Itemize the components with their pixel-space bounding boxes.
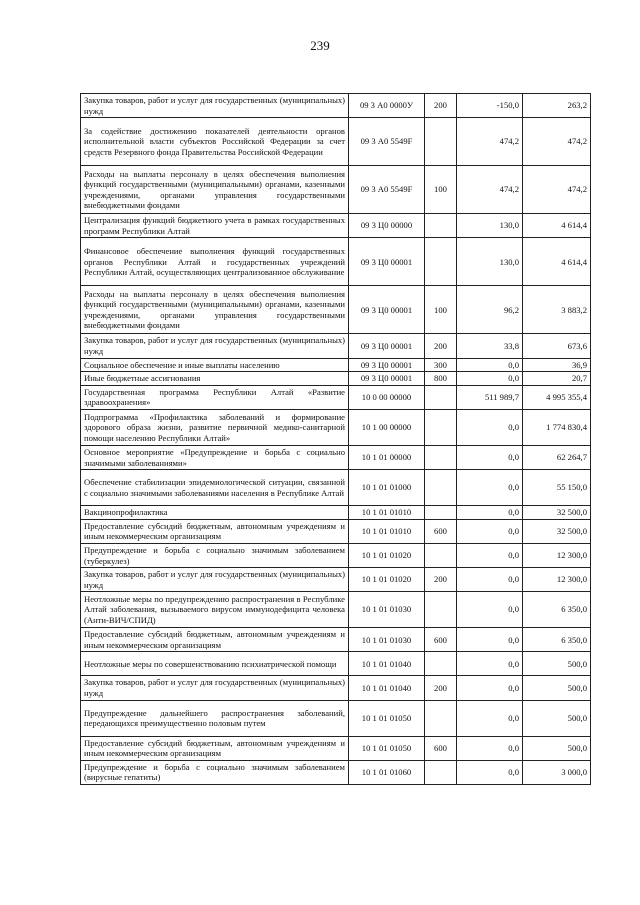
row-name: Обеспечение стабилизации эпидемиологической ситуации, связанной с социально значимыми заболеваниями населения в Республике Алтай xyxy=(81,470,349,506)
row-name: Предоставление субсидий бюджетным, автономным учреждениям и иным некоммерческим организациям xyxy=(81,519,349,543)
row-amount-1: 0,0 xyxy=(457,372,523,386)
row-name: Расходы на выплаты персоналу в целях обеспечения выполнения функций государственными (муниципальными) органами, казенными учреждениями, органами управления государственными внебюджетными фондами xyxy=(81,286,349,334)
row-name: Социальное обеспечение и иные выплаты населению xyxy=(81,358,349,372)
row-expense-type xyxy=(425,506,457,520)
row-amount-1: 0,0 xyxy=(457,760,523,784)
row-name: Неотложные меры по совершенствованию психиатрической помощи xyxy=(81,652,349,676)
row-expense-type: 200 xyxy=(425,334,457,358)
row-expense-type: 200 xyxy=(425,94,457,118)
row-amount-1: 474,2 xyxy=(457,118,523,166)
table-row xyxy=(81,760,591,784)
row-expense-type: 800 xyxy=(425,372,457,386)
row-name: Иные бюджетные ассигнования xyxy=(81,372,349,386)
row-expense-type xyxy=(425,445,457,469)
row-expense-type: 200 xyxy=(425,676,457,700)
row-amount-1: 96,2 xyxy=(457,286,523,334)
row-amount-1: -150,0 xyxy=(457,94,523,118)
row-expense-type: 600 xyxy=(425,628,457,652)
row-amount-1: 0,0 xyxy=(457,676,523,700)
row-name: Закупка товаров, работ и услуг для государственных (муниципальных) нужд xyxy=(81,568,349,592)
row-expense-type xyxy=(425,543,457,567)
row-amount-2: 4 614,4 xyxy=(523,214,591,238)
row-expense-type xyxy=(425,652,457,676)
row-expense-type xyxy=(425,385,457,409)
table-row xyxy=(81,166,591,214)
row-amount-2: 20,7 xyxy=(523,372,591,386)
row-code: 10 1 01 01020 xyxy=(349,568,425,592)
row-code: 10 1 01 01010 xyxy=(349,519,425,543)
row-code: 09 3 А0 0000У xyxy=(349,94,425,118)
row-name: Предупреждение дальнейшего распространения заболеваний, передающихся преимущественно половым путем xyxy=(81,700,349,736)
row-code: 09 3 А0 5549F xyxy=(349,118,425,166)
row-code: 10 1 01 01050 xyxy=(349,700,425,736)
row-code: 10 1 00 00000 xyxy=(349,409,425,445)
row-expense-type xyxy=(425,409,457,445)
row-amount-1: 0,0 xyxy=(457,409,523,445)
row-code: 10 1 01 01010 xyxy=(349,506,425,520)
table-row xyxy=(81,445,591,469)
row-name: Основное мероприятие «Предупреждение и борьба с социально значимыми заболеваниями» xyxy=(81,445,349,469)
row-name: Предупреждение и борьба с социально значимым заболеванием (вирусные гепатиты) xyxy=(81,760,349,784)
row-amount-1: 511 989,7 xyxy=(457,385,523,409)
row-amount-1: 0,0 xyxy=(457,543,523,567)
table-row xyxy=(81,628,591,652)
row-amount-1: 33,8 xyxy=(457,334,523,358)
table-row xyxy=(81,568,591,592)
row-code: 10 1 01 01030 xyxy=(349,628,425,652)
row-amount-2: 12 300,0 xyxy=(523,543,591,567)
row-expense-type: 100 xyxy=(425,286,457,334)
row-expense-type xyxy=(425,470,457,506)
row-code: 10 1 01 01030 xyxy=(349,592,425,628)
row-name: Подпрограмма «Профилактика заболеваний и формирование здорового образа жизни, развитие первичной медико-санитарной помощи населению Республики Алтай» xyxy=(81,409,349,445)
row-name: Вакцинопрофилактика xyxy=(81,506,349,520)
row-name: Закупка товаров, работ и услуг для государственных (муниципальных) нужд xyxy=(81,94,349,118)
row-expense-type xyxy=(425,760,457,784)
row-name: Предупреждение и борьба с социально значимым заболеванием (туберкулез) xyxy=(81,543,349,567)
row-amount-2: 500,0 xyxy=(523,676,591,700)
row-expense-type: 600 xyxy=(425,736,457,760)
row-amount-2: 3 000,0 xyxy=(523,760,591,784)
row-code: 09 3 Ц0 00001 xyxy=(349,358,425,372)
row-amount-2: 55 150,0 xyxy=(523,470,591,506)
row-code: 09 3 Ц0 00001 xyxy=(349,372,425,386)
row-amount-1: 0,0 xyxy=(457,700,523,736)
table-row xyxy=(81,409,591,445)
row-name: Государственная программа Республики Алтай «Развитие здравоохранения» xyxy=(81,385,349,409)
table-row xyxy=(81,286,591,334)
row-code: 10 1 01 01040 xyxy=(349,652,425,676)
row-amount-2: 263,2 xyxy=(523,94,591,118)
table-row xyxy=(81,543,591,567)
row-name: Расходы на выплаты персоналу в целях обеспечения выполнения функций государственными (муниципальными) органами, казенными учреждениями, органами управления государственными внебюджетными фондами xyxy=(81,166,349,214)
row-amount-1: 0,0 xyxy=(457,358,523,372)
row-code: 10 1 01 01040 xyxy=(349,676,425,700)
row-amount-2: 6 350,0 xyxy=(523,592,591,628)
row-code: 09 3 Ц0 00001 xyxy=(349,238,425,286)
row-name: За содействие достижению показателей деятельности органов исполнительной власти субъектов Российской Федерации за счет средств Резервного фонда Правительства Российской Федерации xyxy=(81,118,349,166)
row-expense-type xyxy=(425,238,457,286)
row-amount-2: 1 774 830,4 xyxy=(523,409,591,445)
row-amount-2: 4 995 355,4 xyxy=(523,385,591,409)
row-amount-2: 62 264,7 xyxy=(523,445,591,469)
row-expense-type: 100 xyxy=(425,166,457,214)
table-row xyxy=(81,652,591,676)
row-expense-type xyxy=(425,118,457,166)
table-row xyxy=(81,592,591,628)
row-expense-type xyxy=(425,700,457,736)
row-name: Закупка товаров, работ и услуг для государственных (муниципальных) нужд xyxy=(81,676,349,700)
row-code: 09 3 Ц0 00001 xyxy=(349,286,425,334)
budget-table-body xyxy=(81,94,591,785)
row-amount-1: 130,0 xyxy=(457,214,523,238)
row-amount-2: 474,2 xyxy=(523,166,591,214)
row-amount-2: 4 614,4 xyxy=(523,238,591,286)
row-amount-1: 0,0 xyxy=(457,470,523,506)
row-code: 10 0 00 00000 xyxy=(349,385,425,409)
row-amount-2: 673,6 xyxy=(523,334,591,358)
row-amount-2: 500,0 xyxy=(523,652,591,676)
row-expense-type xyxy=(425,592,457,628)
table-row xyxy=(81,358,591,372)
page-number: 239 xyxy=(310,38,330,53)
table-row xyxy=(81,238,591,286)
row-amount-1: 0,0 xyxy=(457,519,523,543)
row-code: 10 1 01 01060 xyxy=(349,760,425,784)
row-amount-1: 0,0 xyxy=(457,628,523,652)
row-amount-2: 36,9 xyxy=(523,358,591,372)
table-row xyxy=(81,118,591,166)
row-amount-2: 12 300,0 xyxy=(523,568,591,592)
row-amount-2: 500,0 xyxy=(523,700,591,736)
row-expense-type: 300 xyxy=(425,358,457,372)
table-row xyxy=(81,334,591,358)
row-code: 09 3 Ц0 00001 xyxy=(349,334,425,358)
row-amount-1: 474,2 xyxy=(457,166,523,214)
row-code: 10 1 01 01020 xyxy=(349,543,425,567)
table-row xyxy=(81,506,591,520)
row-amount-2: 32 500,0 xyxy=(523,519,591,543)
row-amount-1: 0,0 xyxy=(457,506,523,520)
row-amount-1: 0,0 xyxy=(457,445,523,469)
table-row xyxy=(81,676,591,700)
row-amount-2: 6 350,0 xyxy=(523,628,591,652)
row-code: 10 1 01 01050 xyxy=(349,736,425,760)
row-amount-1: 0,0 xyxy=(457,652,523,676)
table-row xyxy=(81,94,591,118)
row-amount-1: 0,0 xyxy=(457,736,523,760)
table-row xyxy=(81,214,591,238)
table-row xyxy=(81,700,591,736)
row-code: 09 3 Ц0 00000 xyxy=(349,214,425,238)
row-amount-2: 3 883,2 xyxy=(523,286,591,334)
row-expense-type: 600 xyxy=(425,519,457,543)
row-amount-1: 0,0 xyxy=(457,568,523,592)
table-row xyxy=(81,736,591,760)
table-row xyxy=(81,519,591,543)
budget-table xyxy=(80,93,591,785)
row-amount-1: 130,0 xyxy=(457,238,523,286)
table-row xyxy=(81,385,591,409)
table-row xyxy=(81,372,591,386)
row-amount-2: 500,0 xyxy=(523,736,591,760)
row-name: Предоставление субсидий бюджетным, автономным учреждениям и иным некоммерческим организациям xyxy=(81,628,349,652)
row-code: 10 1 01 01000 xyxy=(349,470,425,506)
row-amount-2: 474,2 xyxy=(523,118,591,166)
row-name: Предоставление субсидий бюджетным, автономным учреждениям и иным некоммерческим организациям xyxy=(81,736,349,760)
row-expense-type: 200 xyxy=(425,568,457,592)
row-name: Финансовое обеспечение выполнения функций государственных органов Республики Алтай и государственных учреждений Республики Алтай, осуществляющих централизованное обслуживание xyxy=(81,238,349,286)
row-name: Закупка товаров, работ и услуг для государственных (муниципальных) нужд xyxy=(81,334,349,358)
row-name: Централизация функций бюджетного учета в рамках государственных программ Республики Алтай xyxy=(81,214,349,238)
row-code: 09 3 А0 5549F xyxy=(349,166,425,214)
row-amount-2: 32 500,0 xyxy=(523,506,591,520)
row-name: Неотложные меры по предупреждению распространения в Республике Алтай заболевания, вызываемого вирусом иммунодефицита человека (Анти-ВИЧ/СПИД) xyxy=(81,592,349,628)
row-amount-1: 0,0 xyxy=(457,592,523,628)
row-code: 10 1 01 00000 xyxy=(349,445,425,469)
table-row xyxy=(81,470,591,506)
row-expense-type xyxy=(425,214,457,238)
